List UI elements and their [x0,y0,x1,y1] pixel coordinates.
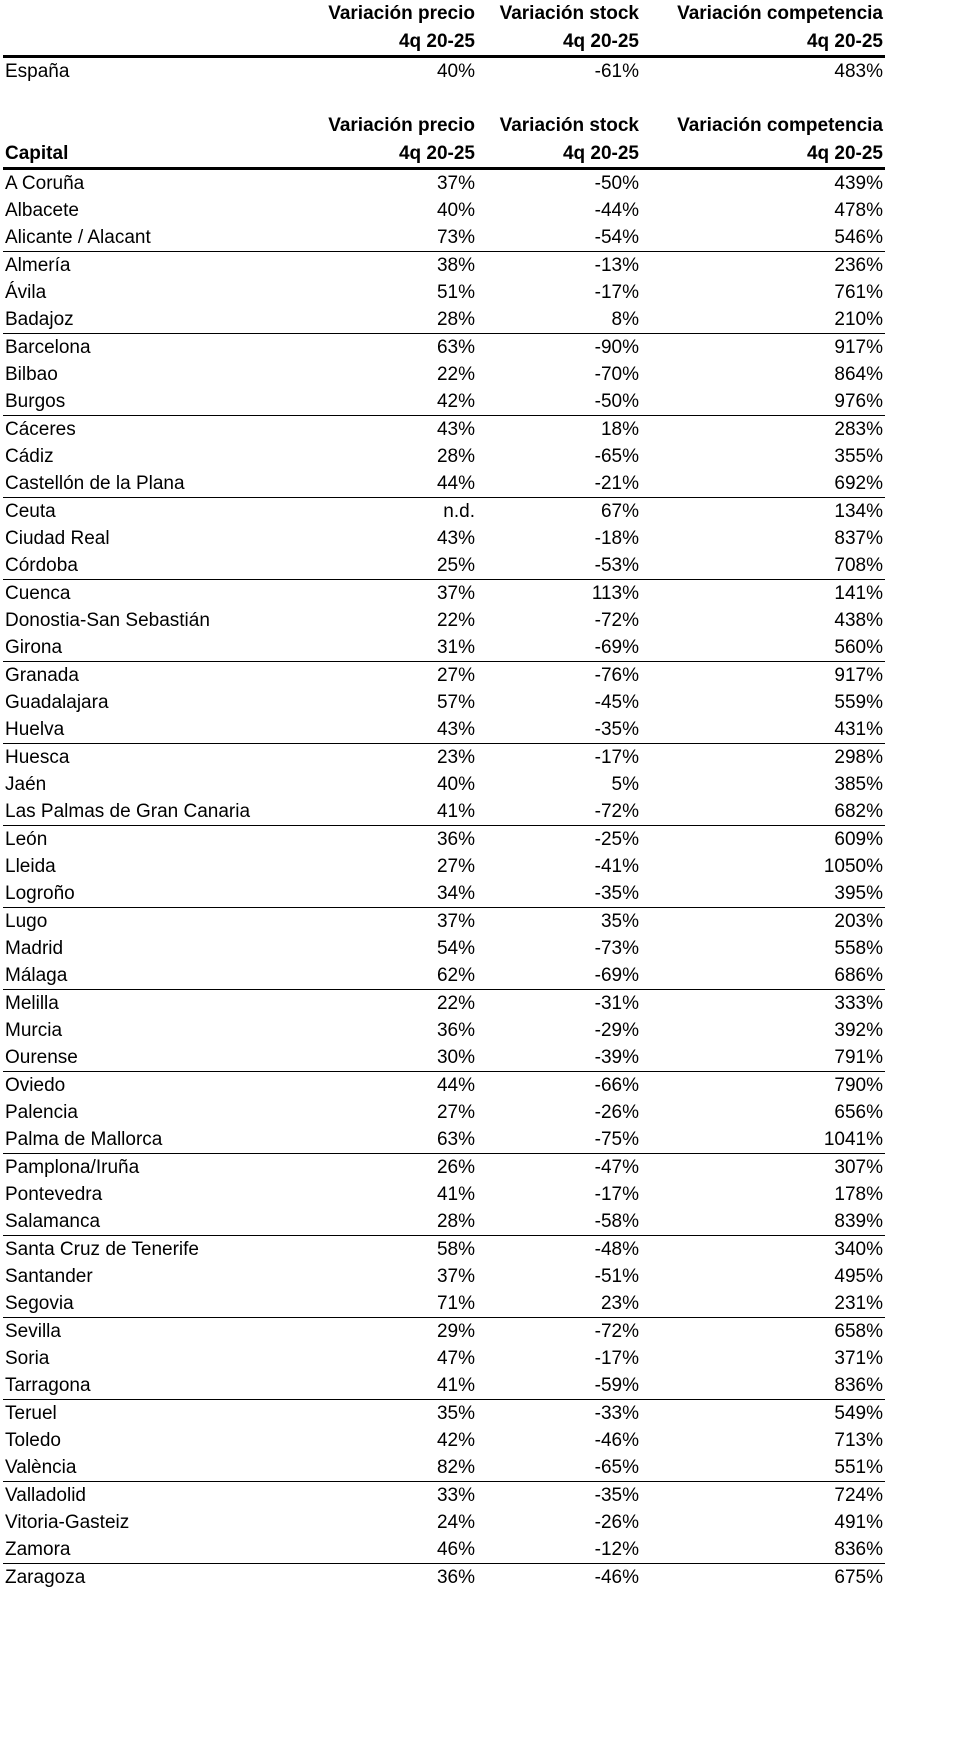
capital-name: Palma de Mallorca [3,1126,305,1154]
competition-cell: 839% [641,1208,885,1236]
stock-cell: -54% [477,224,641,252]
price-cell: 44% [305,470,477,498]
price-cell: 43% [436,528,475,549]
national-stock: -61% [594,61,639,82]
capital-name: Barcelona [5,337,91,358]
capital-name: Córdoba [3,552,305,580]
price-cell: 26% [436,1157,475,1178]
table-row [3,1318,885,1346]
competition-cell: 708% [641,552,885,580]
price-cell: 28% [305,1208,477,1236]
capital-name: Lugo [5,911,48,932]
capital-name: Almería [5,255,71,276]
table-row [3,1372,885,1400]
competition-cell: 355% [834,446,883,467]
competition-cell: 836% [641,1536,885,1564]
table-row [3,169,885,198]
table-row [3,826,885,854]
price-cell: 54% [436,938,475,959]
capital-name: Oviedo [5,1075,66,1096]
capitals-body [3,169,885,1592]
price-cell: 40% [436,200,475,221]
price-cell: 35% [436,1403,475,1424]
price-cell: 63% [436,337,475,358]
price-cell: 42% [436,1430,475,1451]
stock-cell: -21% [477,470,641,498]
price-cell: 41% [305,798,477,826]
price-cell: 22% [436,610,475,631]
capital-name: Huesca [5,747,70,768]
competition-cell: 675% [834,1567,883,1588]
header-period-competition: 4q 20-25 [641,28,885,57]
capital-name: Ceuta [5,501,56,522]
competition-cell: 478% [834,200,883,221]
table-row [3,525,885,552]
competition-cell: 976% [641,388,885,416]
stock-cell: -72% [477,798,641,826]
capital-name: Alicante / Alacant [3,224,305,252]
stock-cell: 8% [477,306,641,334]
price-cell: 51% [436,282,475,303]
capital-name: Badajoz [3,306,305,334]
table-row [3,1099,885,1126]
table-row [3,306,885,334]
competition-cell: 236% [834,255,883,276]
national-header-row [3,0,885,28]
stock-cell: -35% [594,1485,639,1506]
table-row [3,1400,885,1428]
price-cell: 27% [436,665,475,686]
price-cell: 36% [436,1567,475,1588]
price-cell: 47% [436,1348,475,1369]
stock-cell: -51% [594,1266,639,1287]
table-row [3,470,885,498]
table-row [3,962,885,990]
competition-cell: 559% [834,692,883,713]
table-row [3,224,885,252]
table-row [3,498,885,526]
table-row [3,1181,885,1208]
price-cell: 24% [436,1512,475,1533]
stock-cell: -13% [594,255,639,276]
table-row [3,689,885,716]
stock-cell: -17% [594,747,639,768]
stock-cell: -70% [594,364,639,385]
price-cell: 33% [436,1485,475,1506]
stock-cell: -26% [594,1512,639,1533]
stock-cell: -59% [477,1372,641,1400]
price-cell: 41% [436,1184,475,1205]
competition-cell: 692% [641,470,885,498]
competition-cell: 298% [834,747,883,768]
capital-name: Guadalajara [5,692,109,713]
competition-cell: 761% [834,282,883,303]
competition-cell: 141% [834,583,883,604]
competition-cell: 546% [641,224,885,252]
capital-name: Pamplona/Iruña [5,1157,140,1178]
capital-name: Bilbao [5,364,58,385]
stock-cell: -18% [594,528,639,549]
capital-name: Soria [5,1348,50,1369]
national-name: España [5,61,70,82]
table-row [3,1427,885,1454]
table-row [3,443,885,470]
header-period-stock: 4q 20-25 [477,28,641,57]
stock-cell: 67% [600,501,639,522]
capital-name: Zamora [3,1536,305,1564]
stock-cell: -35% [477,716,641,744]
price-cell: 22% [436,364,475,385]
stock-cell: -39% [477,1044,641,1072]
table-row [3,1072,885,1100]
competition-cell: 790% [834,1075,883,1096]
price-cell: 38% [436,255,475,276]
table-row [3,662,885,690]
stock-cell: 23% [477,1290,641,1318]
price-cell: 29% [436,1321,475,1342]
stock-cell: -66% [594,1075,639,1096]
price-cell: 23% [436,747,475,768]
competition-cell: 491% [834,1512,883,1533]
competition-cell: 392% [834,1020,883,1041]
price-cell: 82% [305,1454,477,1482]
table-row [3,771,885,798]
competition-cell: 837% [834,528,883,549]
stock-cell: -50% [594,173,639,194]
capital-name: Albacete [5,200,79,221]
competition-cell: 713% [834,1430,883,1451]
capital-name: Cádiz [5,446,54,467]
table-row [3,334,885,362]
competition-cell: 307% [834,1157,883,1178]
stock-cell: -17% [594,1348,639,1369]
stock-cell: -46% [594,1430,639,1451]
table-row [3,990,885,1018]
capital-name: Salamanca [3,1208,305,1236]
capital-name: Madrid [5,938,64,959]
price-cell: 46% [305,1536,477,1564]
table-row [3,1208,885,1236]
table-row [3,1482,885,1510]
capital-name: Toledo [5,1430,61,1451]
stock-cell: -72% [594,610,639,631]
national-period-row [3,28,885,57]
stock-cell: -73% [594,938,639,959]
table-row [3,1564,885,1592]
table-row [3,798,885,826]
stock-cell: -53% [477,552,641,580]
capitals-table [3,112,885,1591]
stock-cell: -12% [477,1536,641,1564]
competition-cell: 658% [834,1321,883,1342]
header-competition: Variación competencia [677,115,883,136]
price-cell: 31% [305,634,477,662]
table-row [3,634,885,662]
capital-name: Murcia [5,1020,63,1041]
competition-cell: 549% [834,1403,883,1424]
national-row [3,57,885,86]
competition-cell: 836% [641,1372,885,1400]
competition-cell: 1050% [823,856,883,877]
table-row [3,1017,885,1044]
competition-cell: 210% [641,306,885,334]
stock-cell: 18% [600,419,639,440]
capital-name: Segovia [3,1290,305,1318]
stock-cell: -26% [594,1102,639,1123]
table-row [3,252,885,280]
stock-cell: -90% [594,337,639,358]
stock-cell: -44% [594,200,639,221]
table-row [3,607,885,634]
stock-cell: -65% [594,446,639,467]
price-cell: 71% [305,1290,477,1318]
table-row [3,1236,885,1264]
price-cell: 62% [305,962,477,990]
capital-name: Santa Cruz de Tenerife [5,1239,199,1260]
table-row [3,880,885,908]
competition-cell: 551% [641,1454,885,1482]
price-cell: 42% [305,388,477,416]
price-cell: 63% [305,1126,477,1154]
capital-name: Granada [5,665,79,686]
header-price: Variación precio [328,115,475,136]
stock-cell: -33% [594,1403,639,1424]
competition-cell: 431% [641,716,885,744]
price-cell: 40% [436,774,475,795]
stock-cell: -25% [594,829,639,850]
price-cell: 25% [305,552,477,580]
capital-name: Huelva [3,716,305,744]
stock-cell: -17% [594,1184,639,1205]
competition-cell: 283% [834,419,883,440]
table-row [3,1044,885,1072]
stock-cell: -48% [594,1239,639,1260]
price-cell: 44% [436,1075,475,1096]
capital-name: Lleida [5,856,56,877]
stock-cell: -69% [477,962,641,990]
table-row [3,1345,885,1372]
table-row [3,197,885,224]
competition-cell: 609% [834,829,883,850]
price-cell: 41% [305,1372,477,1400]
price-cell: 37% [436,583,475,604]
capital-name: Vitoria-Gasteiz [5,1512,130,1533]
table-row [3,1263,885,1290]
competition-cell: 340% [834,1239,883,1260]
header-blank [3,112,305,140]
competition-cell: 385% [834,774,883,795]
capitals-period-row [3,140,885,169]
capital-name: Teruel [5,1403,57,1424]
header-period-stock: 4q 20-25 [477,140,641,169]
header-stock: Variación stock [499,115,639,136]
capital-name: Sevilla [5,1321,61,1342]
price-cell: 57% [436,692,475,713]
table-row [3,908,885,936]
capital-name: León [5,829,48,850]
stock-cell: 35% [600,911,639,932]
table-row [3,1454,885,1482]
stock-cell: -17% [594,282,639,303]
price-cell: 36% [436,829,475,850]
table-row [3,935,885,962]
capital-name: Melilla [5,993,59,1014]
price-cell: 37% [436,173,475,194]
competition-cell: 333% [834,993,883,1014]
competition-cell: 1041% [641,1126,885,1154]
stock-cell: -58% [477,1208,641,1236]
capital-name: Palencia [5,1102,78,1123]
price-cell: 37% [436,1266,475,1287]
national-table [3,0,885,85]
table-row [3,1290,885,1318]
competition-cell: 560% [641,634,885,662]
stock-cell: -76% [594,665,639,686]
header-period-competition: 4q 20-25 [641,140,885,169]
stock-cell: -35% [477,880,641,908]
capital-name: Logroño [3,880,305,908]
capital-name: Cuenca [5,583,71,604]
capital-name: Girona [3,634,305,662]
capital-name: Málaga [3,962,305,990]
competition-cell: 656% [834,1102,883,1123]
price-cell: n.d. [443,501,475,522]
price-cell: 22% [436,993,475,1014]
capital-name: Tarragona [3,1372,305,1400]
competition-cell: 686% [641,962,885,990]
capital-name: Burgos [3,388,305,416]
capital-name: Castellón de la Plana [3,470,305,498]
stock-cell: 113% [591,583,639,604]
capitals-header-row [3,112,885,140]
stock-cell: 5% [611,774,639,795]
competition-cell: 438% [834,610,883,631]
header-blank [3,0,305,28]
price-cell: 37% [436,911,475,932]
competition-cell: 864% [834,364,883,385]
stock-cell: -65% [477,1454,641,1482]
table-row [3,1126,885,1154]
competition-cell: 682% [641,798,885,826]
competition-cell: 439% [834,173,883,194]
price-cell: 34% [305,880,477,908]
stock-cell: -45% [594,692,639,713]
price-cell: 36% [436,1020,475,1041]
table-row [3,580,885,608]
competition-cell: 231% [641,1290,885,1318]
header-blank-2 [3,28,305,57]
competition-cell: 203% [834,911,883,932]
capital-name: Pontevedra [5,1184,103,1205]
header-capital: Capital [3,140,305,169]
table-row [3,716,885,744]
table-row [3,388,885,416]
price-cell: 43% [436,419,475,440]
capital-name: Ourense [3,1044,305,1072]
competition-cell: 917% [834,665,883,686]
table-row [3,744,885,772]
capital-name: A Coruña [5,173,85,194]
stock-cell: -69% [477,634,641,662]
table-row [3,279,885,306]
header-stock: Variación stock [499,3,639,24]
capital-name: Valladolid [5,1485,86,1506]
competition-cell: 371% [834,1348,883,1369]
stock-cell: -46% [594,1567,639,1588]
competition-cell: 791% [641,1044,885,1072]
competition-cell: 724% [834,1485,883,1506]
stock-cell: -31% [594,993,639,1014]
price-cell: 27% [436,1102,475,1123]
national-competition: 483% [834,61,883,82]
price-cell: 30% [305,1044,477,1072]
stock-cell: -72% [594,1321,639,1342]
capital-name: Ávila [5,282,47,303]
table-row [3,853,885,880]
competition-cell: 917% [834,337,883,358]
header-competition: Variación competencia [677,3,883,24]
price-cell: 28% [436,446,475,467]
table-row [3,1154,885,1182]
table-row [3,361,885,388]
competition-cell: 178% [834,1184,883,1205]
header-period-price: 4q 20-25 [305,28,477,57]
stock-cell: -75% [477,1126,641,1154]
price-cell: 43% [305,716,477,744]
stock-cell: -50% [477,388,641,416]
price-cell: 58% [436,1239,475,1260]
competition-cell: 558% [834,938,883,959]
national-price: 40% [436,61,475,82]
capital-name: Ciudad Real [5,528,110,549]
capital-name: Zaragoza [5,1567,86,1588]
competition-cell: 395% [641,880,885,908]
capital-name: Cáceres [5,419,76,440]
table-row [3,416,885,444]
stock-cell: -47% [594,1157,639,1178]
capital-name: Las Palmas de Gran Canaria [3,798,305,826]
header-period-price: 4q 20-25 [305,140,477,169]
table-row [3,1536,885,1564]
competition-cell: 134% [834,501,883,522]
price-cell: 28% [305,306,477,334]
price-cell: 27% [436,856,475,877]
header-price: Variación precio [328,3,475,24]
capital-name: Donostia-San Sebastián [5,610,210,631]
competition-cell: 495% [834,1266,883,1287]
table-row [3,552,885,580]
stock-cell: -41% [594,856,639,877]
capital-name: València [3,1454,305,1482]
capital-name: Jaén [5,774,47,795]
stock-cell: -29% [594,1020,639,1041]
price-cell: 73% [305,224,477,252]
table-row [3,1509,885,1536]
capital-name: Santander [5,1266,93,1287]
